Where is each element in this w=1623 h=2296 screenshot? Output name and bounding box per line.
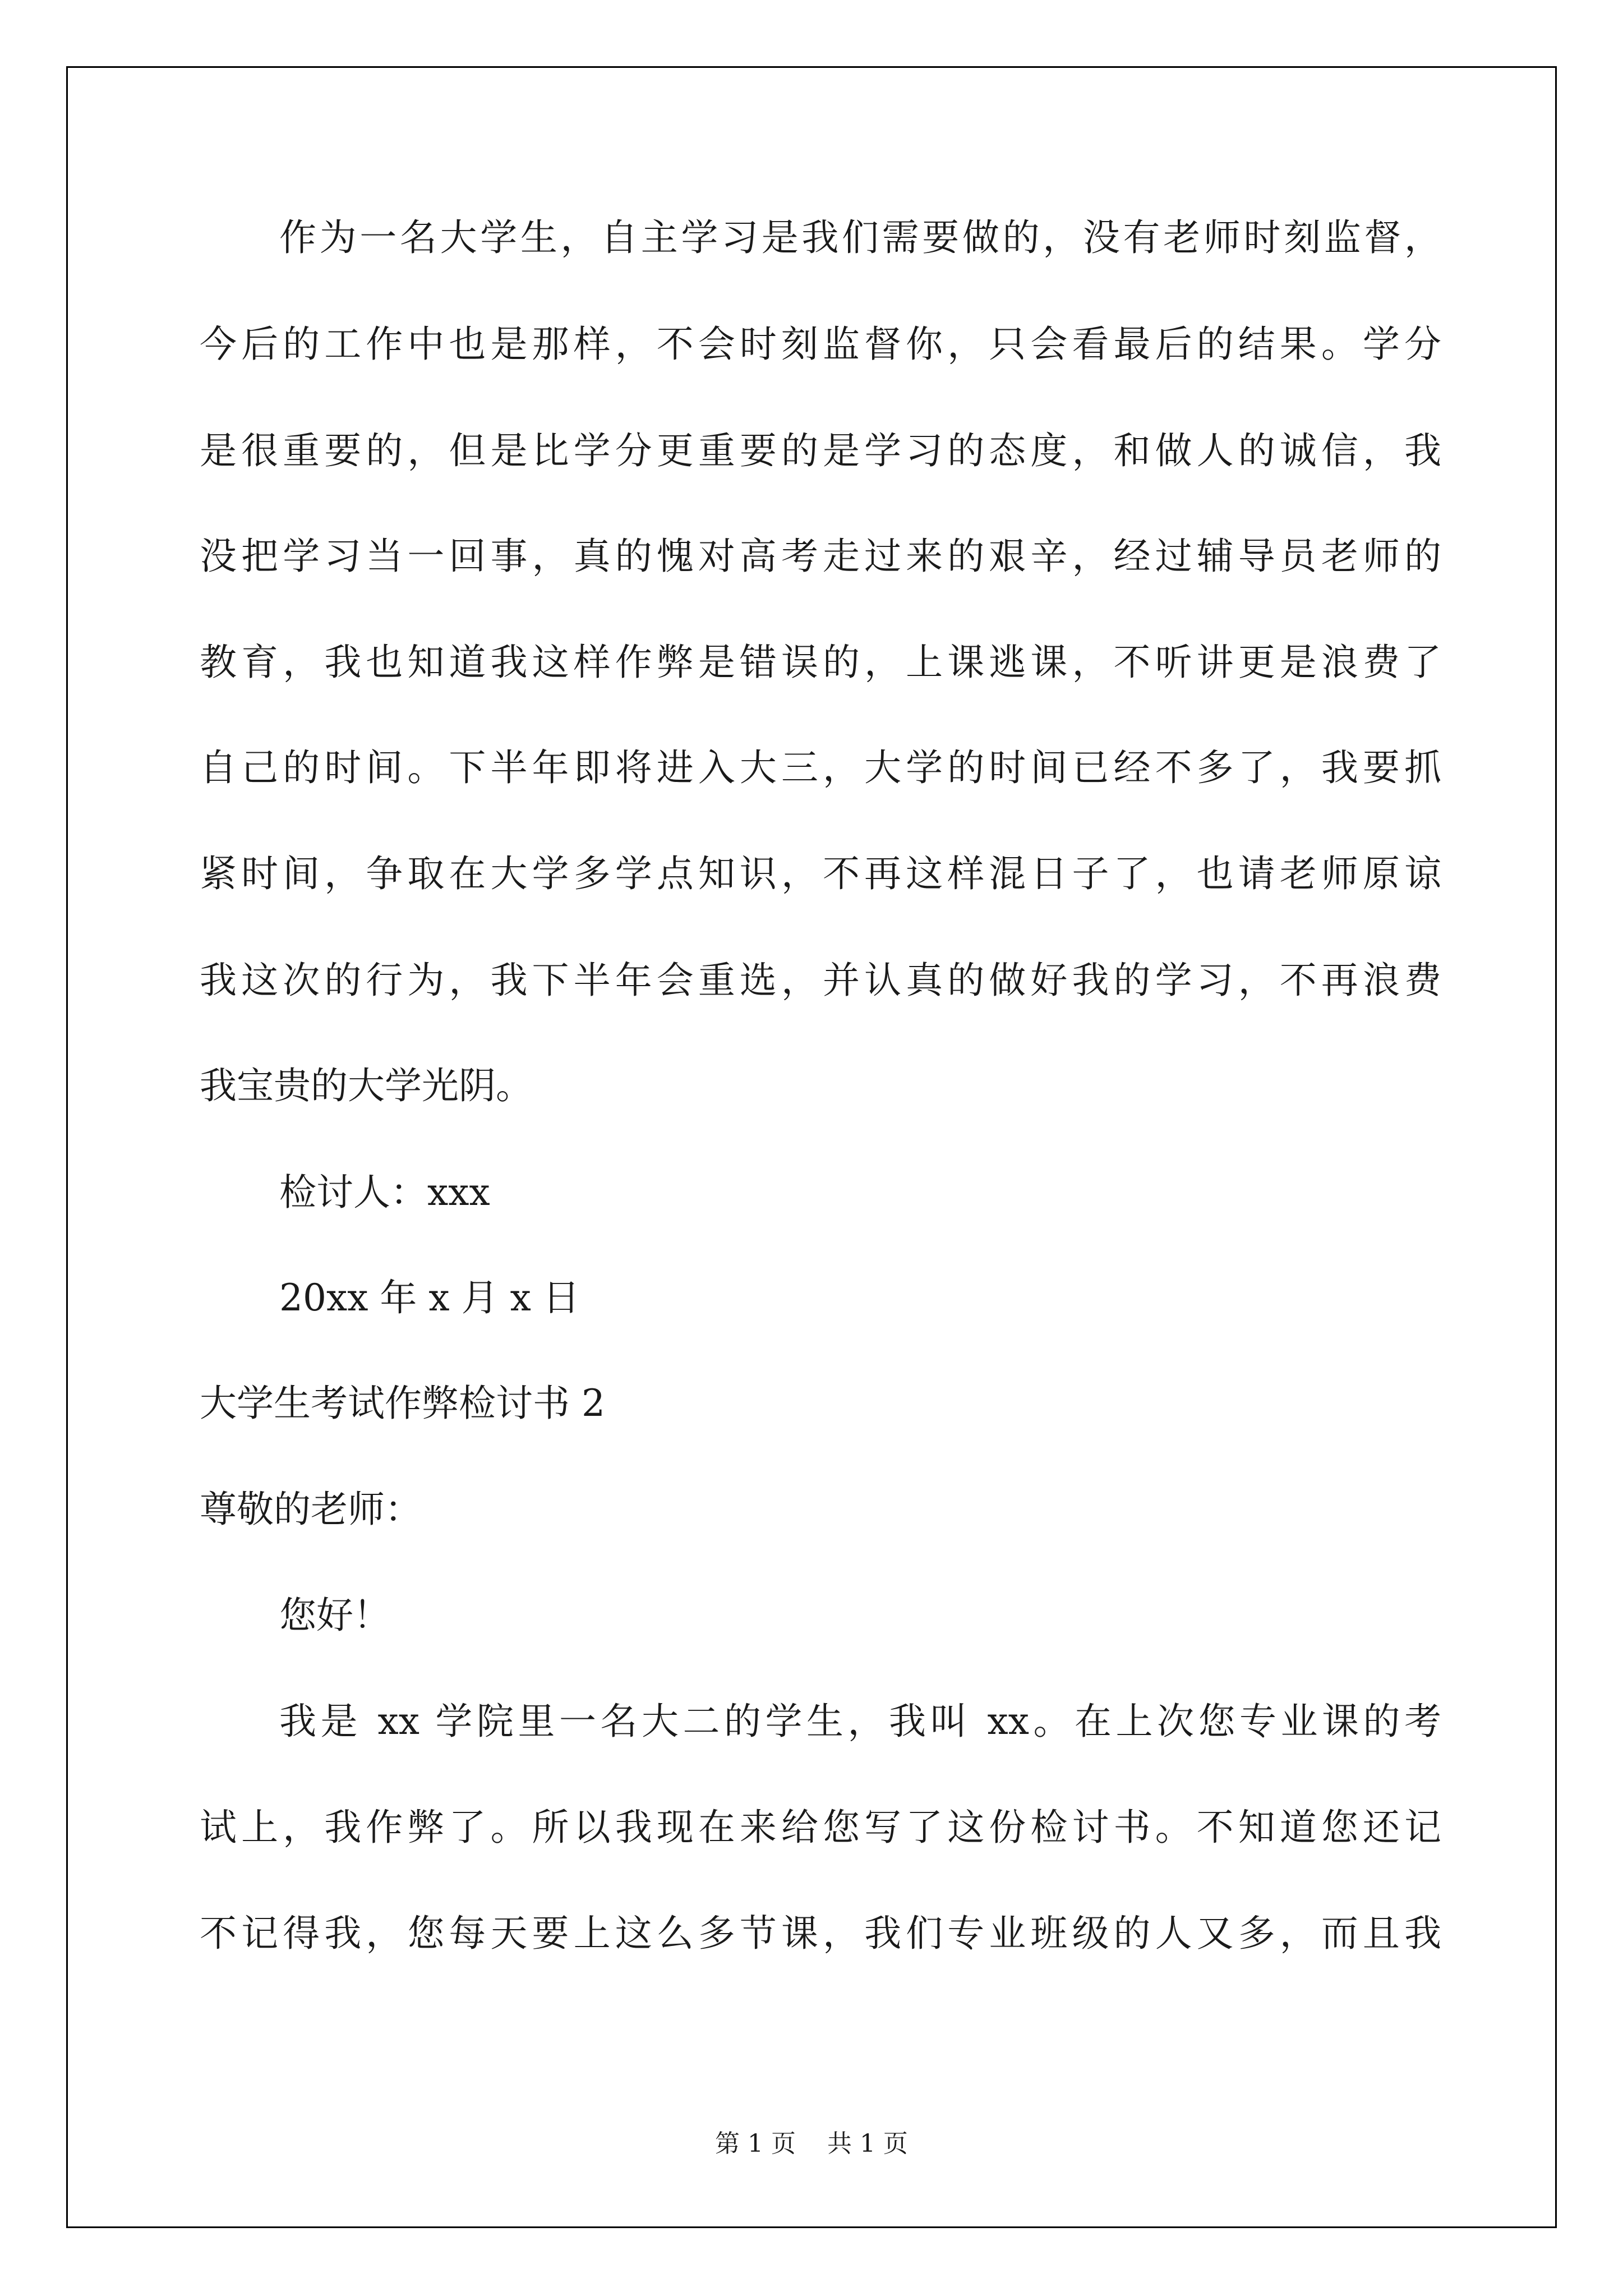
- date-line: 20xx 年 x 月 x 日: [279, 1276, 580, 1319]
- paragraph-line: 今后的工作中也是那样，不会时刻监督你，只会看最后的结果。学分: [200, 323, 1441, 366]
- paragraph-line: 没把学习当一回事，真的愧对高考走过来的艰辛，经过辅导员老师的: [200, 535, 1441, 578]
- salutation: 尊敬的老师：: [200, 1488, 422, 1531]
- paragraph-line: 我是 xx 学院里一名大二的学生，我叫 xx。在上次您专业课的考: [279, 1700, 1441, 1743]
- paragraph-line: 作为一名大学生，自主学习是我们需要做的，没有老师时刻监督，: [279, 216, 1441, 259]
- paragraph-line: 我这次的行为，我下半年会重选，并认真的做好我的学习，不再浪费: [200, 959, 1441, 1002]
- paragraph-line: 不记得我，您每天要上这么多节课，我们专业班级的人又多，而且我: [200, 1912, 1441, 1955]
- paragraph-line: 是很重要的，但是比学分更重要的是学习的态度，和做人的诚信，我: [200, 429, 1441, 472]
- paragraph-line: 我宝贵的大学光阴。: [200, 1064, 533, 1107]
- section-title: 大学生考试作弊检讨书 2: [200, 1382, 605, 1425]
- paragraph-line: 教育，我也知道我这样作弊是错误的，上课逃课，不听讲更是浪费了: [200, 641, 1441, 684]
- greeting: 您好！: [279, 1594, 390, 1637]
- paragraph-line: 紧时间，争取在大学多学点知识，不再这样混日子了，也请老师原谅: [200, 852, 1441, 895]
- paragraph-line: 试上，我作弊了。所以我现在来给您写了这份检讨书。不知道您还记: [200, 1806, 1441, 1849]
- page-number-footer: 第 1 页 共 1 页: [715, 2129, 908, 2158]
- signature-line: 检讨人：xxx: [279, 1171, 490, 1214]
- paragraph-line: 自己的时间。下半年即将进入大三，大学的时间已经不多了，我要抓: [200, 746, 1441, 789]
- page-border: [66, 66, 1557, 2228]
